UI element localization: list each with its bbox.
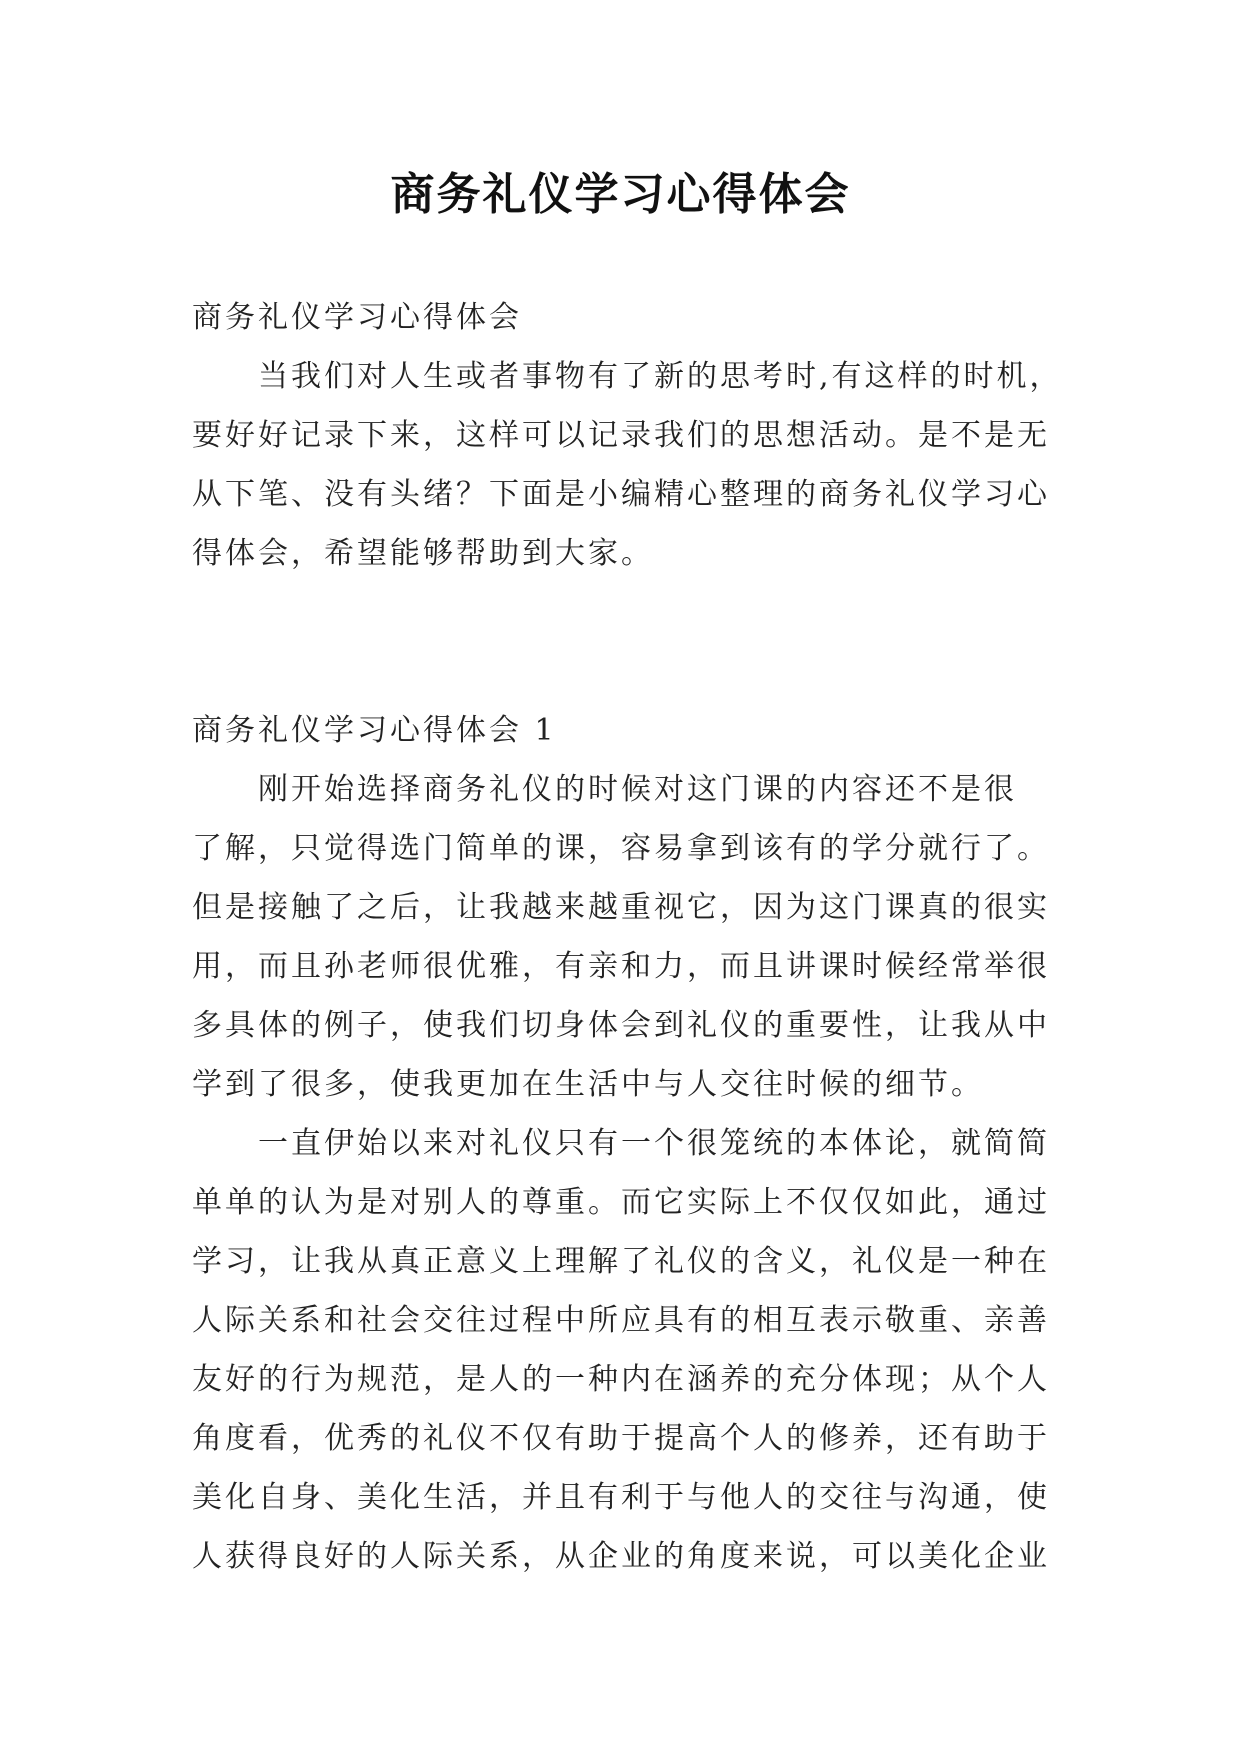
intro-paragraph-line: 当我们对人生或者事物有了新的思考时,有这样的时机， [258, 359, 1063, 394]
section-paragraph-line: 一直伊始以来对礼仪只有一个很笼统的本体论，就简简 [258, 1126, 1050, 1161]
section-paragraph-line: 学到了很多，使我更加在生活中与人交往时候的细节。 [192, 1067, 984, 1102]
section-paragraph-line: 了解，只觉得选门简单的课，容易拿到该有的学分就行了。 [192, 831, 1050, 866]
section-paragraph-line: 美化自身、美化生活，并且有利于与他人的交往与沟通，使 [192, 1480, 1050, 1515]
section-paragraph-line: 单单的认为是对别人的尊重。而它实际上不仅仅如此，通过 [192, 1185, 1050, 1220]
section-paragraph-line: 但是接触了之后，让我越来越重视它，因为这门课真的很实 [192, 890, 1050, 925]
document-body [192, 288, 1063, 1586]
intro-paragraph-line: 得体会，希望能够帮助到大家。 [192, 536, 654, 571]
document-title: 商务礼仪学习心得体会 [390, 169, 851, 220]
section-spacer [192, 583, 1052, 701]
section-heading: 商务礼仪学习心得体会 1 [192, 713, 557, 748]
section-paragraph-line: 学习，让我从真正意义上理解了礼仪的含义，礼仪是一种在 [192, 1244, 1050, 1279]
section-paragraph-line: 用，而且孙老师很优雅，有亲和力，而且讲课时候经常举很 [192, 949, 1050, 984]
intro-paragraph-line: 从下笔、没有头绪？下面是小编精心整理的商务礼仪学习心 [192, 477, 1050, 512]
section-paragraph-line: 友好的行为规范，是人的一种内在涵养的充分体现；从个人 [192, 1362, 1050, 1397]
section-paragraph-line: 多具体的例子，使我们切身体会到礼仪的重要性，让我从中 [192, 1008, 1050, 1043]
intro-heading: 商务礼仪学习心得体会 [192, 300, 522, 335]
section-paragraph-line: 刚开始选择商务礼仪的时候对这门课的内容还不是很 [258, 772, 1017, 807]
section-paragraph-line: 角度看，优秀的礼仪不仅有助于提高个人的修养，还有助于 [192, 1421, 1050, 1456]
section-paragraph-line: 人际关系和社会交往过程中所应具有的相互表示敬重、亲善 [192, 1303, 1050, 1338]
intro-paragraph-line: 要好好记录下来，这样可以记录我们的思想活动。是不是无 [192, 418, 1050, 453]
section-paragraph-line: 人获得良好的人际关系，从企业的角度来说，可以美化企业 [192, 1539, 1050, 1574]
